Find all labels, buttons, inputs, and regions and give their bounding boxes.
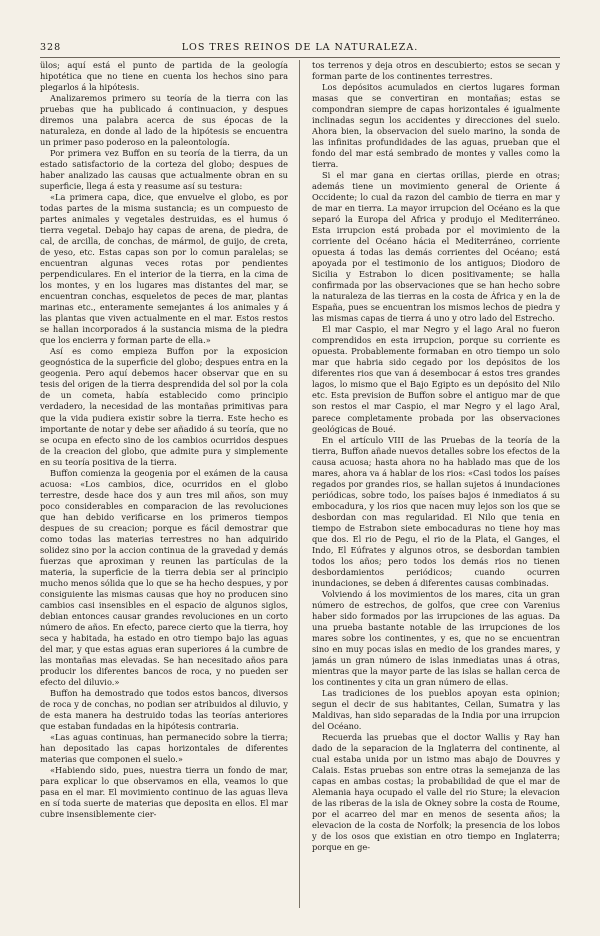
header-rule: [40, 57, 560, 58]
paragraph: En el artículo VIII de las Pruebas de la teoría de la tierra, Buffon añade nuevos detalles sobre los efectos de la causa acuosa; hasta ahora no ha hablado mas que de los mares, ahora va á hablar de los rios: «Casi todos los países regados por grandes rios, se hallan sujetos á inundaciones periódicas, sobre todo, los países bajos é inmediatos á su embocadura, y los rios que nacen muy lejos son los que se desbordan con mas regularidad. El Nilo que tenia en tiempo de Estrabon siete embocaduras no tiene hoy mas que dos. El rio de Pegu, el rio de la Plata, el Ganges, el Indo, El Eúfrates y algunos otros, se desbordan tambien todos los años; pero todos los demás rios no tienen desbordamientos periódicos; cuando ocurren inundaciones, se deben á diferentes causas combinadas.: [312, 434, 560, 588]
quotation: «Habiendo sido, pues, nuestra tierra un fondo de mar, para explicar lo que observamos en ella, veamos lo que pasa en el mar. El movimiento continuo de las aguas lleva en sí toda suerte de materias que deposita en ellos. El mar cubre insensiblemente cier-: [40, 765, 288, 820]
page-header: [40, 42, 560, 56]
paragraph: Volviendo á los movimientos de los mares, cita un gran número de estrechos, de golfos, que cree con Varenius haber sido formados por las irrupciones de las aguas. Da una prueba bastante notable de las irrupciones de los mares sobre los continentes, y es, que no se encuentran sino en muy pocas islas en medio de los grandes mares, y jamás un gran número de islas inmediatas unas á otras, mientras que la mayor parte de las islas se hallan cerca de los continentes y cita un gran número de ellas.: [312, 588, 560, 687]
column-divider: [299, 60, 300, 908]
paragraph: Recuerda las pruebas que el doctor Wallis y Ray han dado de la separacion de la Inglaterra del continente, al cual estaba unida por un istmo mas abajo de Douvres y Calais. Estas pruebas son entre otras la semejanza de las capas en ambas costas; la probabilidad de que el mar de Alemania haya ocupado el valle del rio Sture; la elevacion de las riberas de la isla de Okney sobre la costa de Roume, por el acarreo del mar en menos de sesenta años; la elevacion de la costa de Norfolk; la presencia de los lobos y de los osos que existian en otro tiempo en Inglaterra; porque en ge-: [312, 731, 560, 853]
page-number: 328: [40, 42, 62, 53]
quotation: «Las aguas continuas, han permanecido sobre la tierra; han depositado las capas horizontales de diferentes materias que componen el suelo.»: [40, 731, 288, 764]
paragraph: Las tradiciones de los pueblos apoyan esta opinion; segun el decir de sus habitantes, Ceilan, Sumatra y las Maldivas, han sido separadas de la India por una irrupcion del Océano.: [312, 687, 560, 731]
paragraph: Por primera vez Buffon en su teoría de la tierra, da un estado satisfactorio de la corteza del globo; despues de haber analizado las causas que actualmente obran en su superficie, llega á esta y reasume así su testura:: [40, 148, 288, 192]
paragraph: Analizaremos primero su teoría de la tierra con las pruebas que ha publicado á continuacion, y despues diremos una palabra acerca de sus épocas de la naturaleza, en donde al lado de la hipótesis se encuentra un primer paso poderoso en la paleontología.: [40, 93, 288, 148]
quotation: «La primera capa, dice, que envuelve el globo, es por todas partes de la misma sustancia; es un compuesto de partes animales y vegetales destruidas, es el humus ó tierra vegetal. Debajo hay capas de arena, de piedra, de cal, de arcilla, de conchas, de mármol, de guijo, de creta, de yeso, etc. Estas capas son por lo comun paralelas; se encuentran algunas veces rotas por pendientes perpendiculares. En el interior de la tierra, en la cima de los montes, y en los lugares mas distantes del mar, se encuentran conchas, esqueletos de peces de mar, plantas marinas etc., enteramente semejantes á los animales y á las plantas que viven actualmente en el mar. Estos restos se hallan incorporados á la sustancia misma de la piedra que los encierra y forman parte de ella.»: [40, 192, 288, 346]
paragraph: Buffon comienza la geogenia por el exámen de la causa acuosa: «Los cambios, dice, ocurridos en el globo terrestre, desde hace dos y aun tres mil años, son muy poco considerables en comparacion de las revoluciones que han debido verificarse en los primeros tiempos despues de su creacion; porque es fácil demostrar que como todas las materias terrestres no han adquirido solidez sino por la accion continua de la gravedad y demás fuerzas que aproximan y reunen las partículas de la materia, la superficie de la tierra debia ser al principio mucho menos sólida que lo que se ha hecho despues, y por consiguiente las mismas causas que hoy no producen sino cambios casi insensibles en el espacio de algunos siglos, debian entonces causar grandes revoluciones en un corto número de años. En efecto, parece cierto que la tierra, hoy seca y habitada, ha estado en otro tiempo bajo las aguas del mar, y que estas aguas eran superiores á la cumbre de las montañas mas elevadas. Se han necesitado años para producir los diferentes bancos de roca, y no pueden ser efecto del diluvio.»: [40, 467, 288, 687]
paragraph: Si el mar gana en ciertas orillas, pierde en otras; además tiene un movimiento general de Oriente á Occidente; lo cual da razon del cambio de tierra en mar y de mar en tierra. La mayor irrupcion del Océano es la que separó la Europa del Africa y produjo el Mediterráneo. Esta irrupcion está probada por el movimiento de la corriente del Océano hácia el Mediterráneo, corriente opuesta á todas las demás corrientes del Océano; está apoyada por el testimonio de los antiguos; Diodoro de Sicilia y Estrabon lo dicen positivamente; se halla confirmada por las observaciones que se han hecho sobre la naturaleza de las tierras en la costa de África y en la de España, pues se encuentran los mismos lechos de piedra y las mismas capas de tierra á uno y otro lado del Estrecho.: [312, 170, 560, 324]
paragraph: Así es como empieza Buffon por la exposicion geognóstica de la superficie del globo; despues entra en la geogenia. Pero aquí debemos hacer observar que en su tesis del origen de la tierra desprendida del sol por la cola de un cometa, había establecido como principio verdadero, la necesidad de las montañas primitivas para que la vida pudiera existir sobre la tierra. Este hecho es importante de notar y debe ser añadido á su teoría, que no se ocupa en efecto sino de los cambios ocurridos despues de la creacion del globo, que admite pura y simplemente en su teoría positiva de la tierra.: [40, 346, 288, 467]
right-column: [312, 60, 560, 910]
left-column: [40, 60, 288, 910]
paragraph: tos terrenos y deja otros en descubierto; estos se secan y forman parte de los continentes terrestres.: [312, 60, 560, 82]
paragraph: Buffon ha demostrado que todos estos bancos, diversos de roca y de conchas, no podian ser atribuidos al diluvio, y de esta manera ha destruido todas las teorías anteriores que estaban fundadas en la hipótesis contraria.: [40, 687, 288, 731]
paragraph: El mar Caspio, el mar Negro y el lago Aral no fueron comprendidos en esta irrupcion, porque su corriente es opuesta. Probablemente formaban en otro tiempo un solo mar que habria sido cegado por los depósitos de los diferentes rios que van á desembocar á estos tres grandes lagos, lo mismo que el Bajo Egipto es un depósito del Nilo etc. Esta prevision de Buffon sobre el antiguo mar de que son restos el mar Caspio, el mar Negro y el lago Aral, parece completamente probada por las observaciones geológicas de Boué.: [312, 324, 560, 434]
paragraph: Los depósitos acumulados en ciertos lugares forman masas que se convertiran en montañas; estas se compondran siempre de capas horizontales é igualmente inclinadas segun los accidentes y direcciones del suelo. Ahora bien, la observacion del suelo marino, la sonda de las infinitas profundidades de las aguas, prueban que el fondo del mar está sembrado de montes y valles como la tierra.: [312, 82, 560, 170]
paragraph: ülos; aquí está el punto de partida de la geología hipotética que no tiene en cuenta los hechos sino para plegarlos á la hipótesis.: [40, 60, 288, 93]
running-title: LOS TRES REINOS DE LA NATURALEZA.: [181, 42, 419, 53]
